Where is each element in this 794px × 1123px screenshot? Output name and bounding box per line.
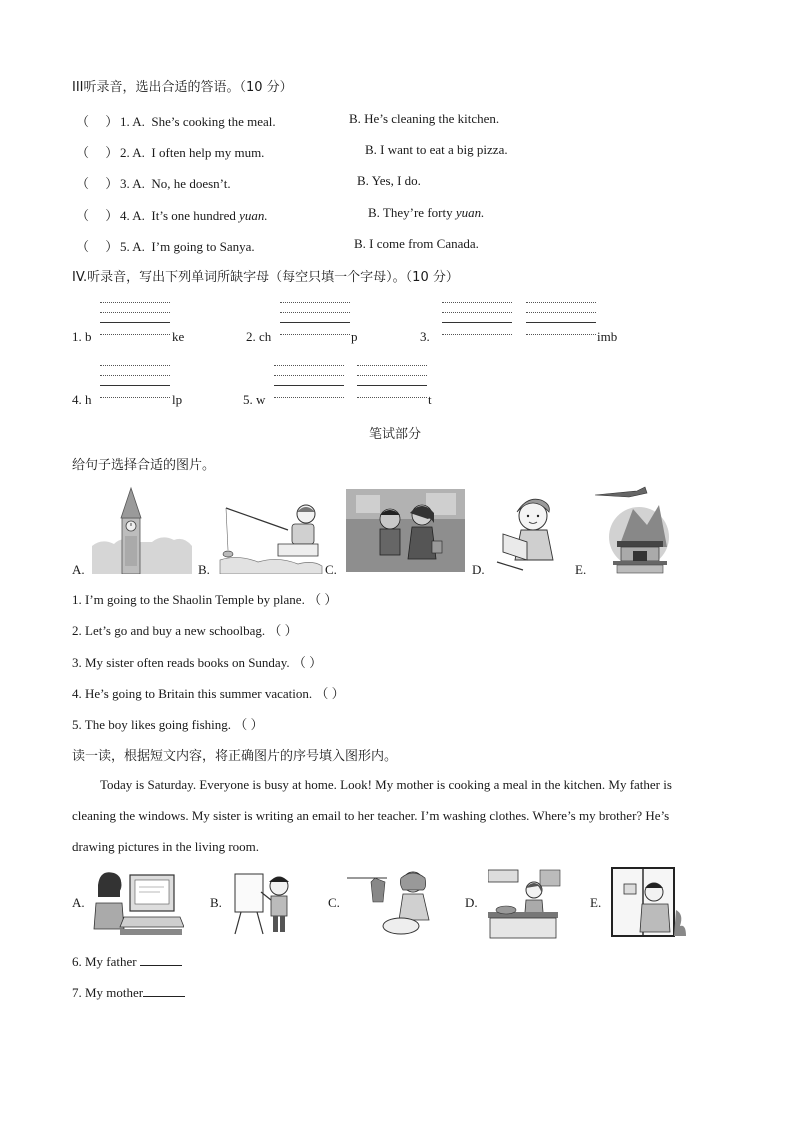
match-sentence-2: 2. Let’s go and buy a new schoolbag. （ ）: [72, 623, 298, 638]
big-ben-picture: [92, 486, 192, 574]
picture-label-e: E.: [575, 562, 587, 577]
word-2-suffix: p: [351, 329, 358, 344]
question-row: （ ） 3. A. No, he doesn’t.: [76, 176, 231, 191]
option-b: B. I want to eat a big pizza.: [365, 142, 508, 157]
word-4-prefix: 4. h: [72, 392, 92, 407]
option-b: B. They’re forty yuan.: [368, 205, 485, 220]
father-cleaning-windows-picture: [610, 866, 688, 940]
section6-title: 读一读，根据短文内容，将正确图片的序号填入图形内。: [72, 749, 398, 764]
children-schoolbag-picture: [346, 489, 465, 572]
answer-blank-6[interactable]: [140, 953, 182, 966]
reading-label-a: A.: [72, 895, 85, 910]
reading-label-d: D.: [465, 895, 478, 910]
option-b: B. Yes, I do.: [357, 173, 421, 188]
picture-label-b: B.: [198, 562, 210, 577]
question-6: 6. My father: [72, 953, 182, 970]
match-sentence-3: 3. My sister often reads books on Sunday. （ ）: [72, 655, 323, 670]
picture-label-d: D.: [472, 562, 485, 577]
section3-title: III听录音，选出合适的答语。（10 分）: [72, 80, 293, 95]
question-row: （ ） 4. A. It’s one hundred yuan.: [76, 208, 268, 223]
match-sentence-5: 5. The boy likes going fishing. （ ）: [72, 717, 264, 732]
plane-temple-picture: [593, 485, 685, 575]
word-5-suffix: t: [428, 392, 432, 407]
reading-passage-line-2: cleaning the windows. My sister is writing an email to her teacher. I’m washing clothes. Where’s my brother? He’s: [72, 808, 670, 823]
question-row: （ ） 2. A. I often help my mum.: [76, 145, 265, 160]
word-3-suffix: imb: [597, 329, 618, 344]
written-part-heading: 笔试部分: [369, 427, 422, 442]
reading-passage-line-3: drawing pictures in the living room.: [72, 839, 260, 854]
question-row: （ ） 5. A. I’m going to Sanya.: [76, 239, 255, 254]
reading-label-c: C.: [328, 895, 340, 910]
boy-fishing-picture: [218, 500, 324, 574]
word-5-prefix: 5. w: [243, 392, 266, 407]
answer-blank-7[interactable]: [143, 984, 185, 997]
boy-drawing-picture: [229, 868, 295, 938]
word-2-prefix: 2. ch: [246, 329, 272, 344]
option-b: B. I come from Canada.: [354, 236, 479, 251]
section4-title: IV.听录音，写出下列单词所缺字母（每空只填一个字母）。（10 分）: [72, 270, 459, 285]
word-1-suffix: ke: [172, 329, 185, 344]
word-4-suffix: lp: [172, 392, 183, 407]
mother-cooking-picture: [488, 868, 564, 940]
girl-computer-picture: [90, 867, 184, 937]
option-b: B. He’s cleaning the kitchen.: [349, 111, 500, 126]
girl-reading-picture: [493, 490, 565, 574]
question-7: 7. My mother: [72, 984, 185, 1001]
girl-washing-clothes-picture: [347, 868, 433, 938]
word-3-prefix: 3.: [420, 329, 430, 344]
picture-label-c: C.: [325, 562, 337, 577]
picture-label-a: A.: [72, 562, 85, 577]
reading-label-b: B.: [210, 895, 222, 910]
match-sentence-1: 1. I’m going to the Shaolin Temple by plane. （ ）: [72, 592, 338, 607]
word-1-prefix: 1. b: [72, 329, 92, 344]
reading-passage-line-1: Today is Saturday. Everyone is busy at home. Look! My mother is cooking a meal in the kitchen. My father is: [100, 777, 672, 792]
section5-title: 给句子选择合适的图片。: [72, 458, 216, 473]
match-sentence-4: 4. He’s going to Britain this summer vacation. （ ）: [72, 686, 345, 701]
question-row: （ ） 1. A. She’s cooking the meal.: [76, 114, 276, 129]
reading-label-e: E.: [590, 895, 602, 910]
